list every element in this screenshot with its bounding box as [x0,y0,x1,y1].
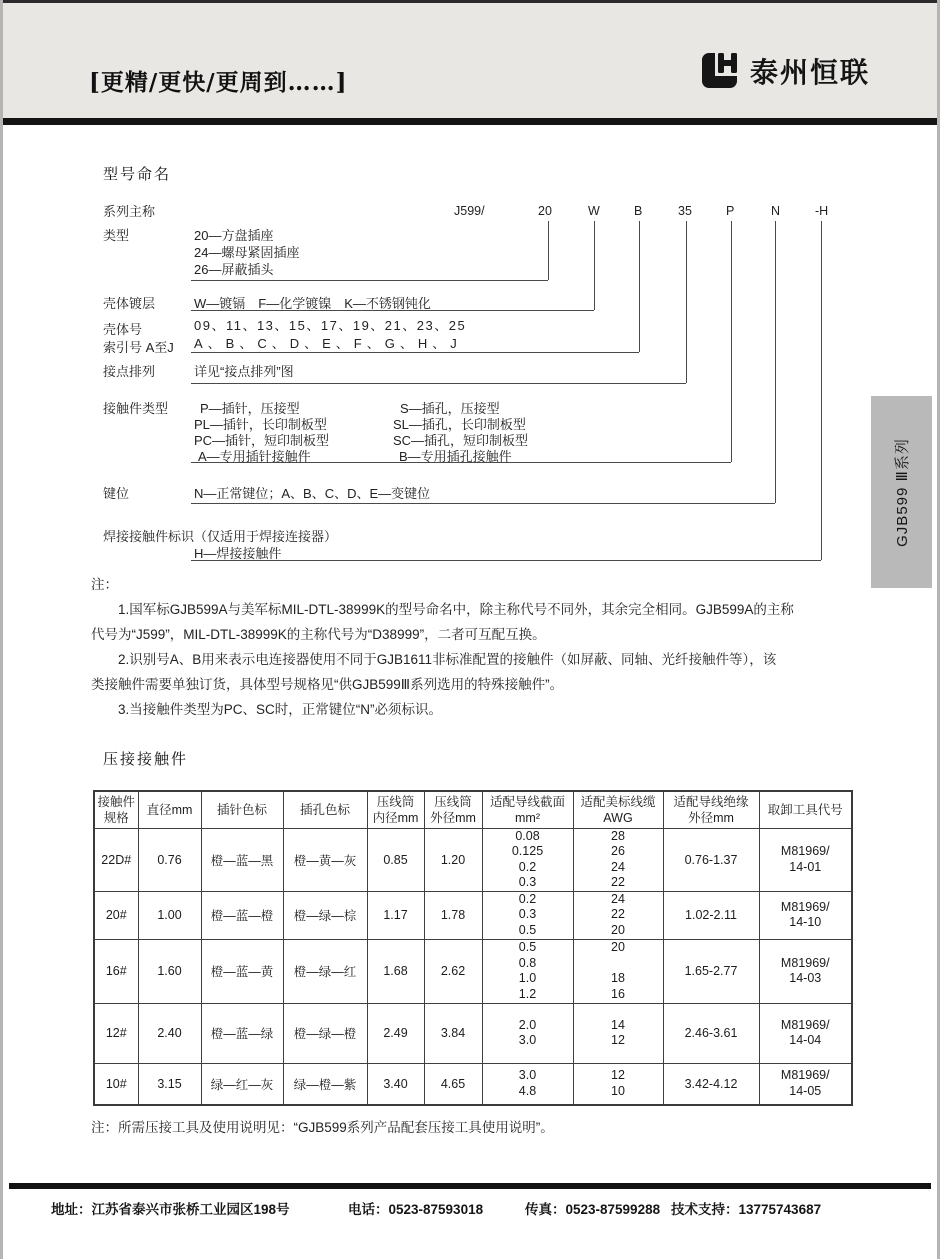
connector-line [731,221,732,462]
cell-barrel-od: 1.20 [424,828,482,891]
type-option: 26—屏蔽插头 [194,262,274,277]
connector-line [686,221,687,383]
cell-awg: 14 12 [573,1003,663,1063]
contact-type-option: P—插针，压接型 [200,401,300,416]
crimp-table-title: 压接接触件 [103,751,189,768]
shell-sizes: 09、11、13、15、17、19、21、23、25 [194,318,467,333]
cell-barrel-od: 4.65 [424,1063,482,1105]
cell-spec: 16# [94,939,138,1003]
table-row [94,939,852,1003]
table-header-row [94,791,852,828]
keying-label: 键位 [103,486,130,501]
footer-phone: 电话：0523-87593018 [348,1202,484,1217]
cell-barrel-od: 3.84 [424,1003,482,1063]
arrangement-value: 详见“接点排列”图 [194,364,294,379]
connector-line [639,221,640,352]
note-line: 2.识别号A、B用来表示电连接器使用不同于GJB1611非标准配置的接触件（如屏蔽、同轴、光纤接触件等），该 [118,652,777,667]
cell-barrel-id: 1.68 [367,939,424,1003]
cell-awg: 28 26 24 22 [573,828,663,891]
cell-barrel-id: 1.17 [367,891,424,939]
table-row [94,1003,852,1063]
type-option: 20—方盘插座 [194,228,274,243]
plating-options: W—镀镉 F—化学镀镍 K—不锈钢钝化 [194,296,431,311]
contact-type-option: SC—插孔，短印制板型 [393,433,529,448]
cell-diameter: 2.40 [138,1003,201,1063]
footer-address: 地址：江苏省泰兴市张桥工业园区198号 [51,1202,290,1217]
keying-options: N—正常键位；A、B、C、D、E—变键位 [194,486,431,501]
cell-barrel-id: 3.40 [367,1063,424,1105]
series-label: 系列主称 [103,204,156,219]
header-slogan: [更精/更快/更周到……] [89,69,348,96]
col-header-barrel-od: 压线筒 外径mm [424,791,482,828]
connector-line [191,280,548,281]
connector-line [548,221,549,280]
code-series: J599/ [454,204,485,218]
cell-diameter: 1.00 [138,891,201,939]
note-line: 1.国军标GJB599A与美军标MIL-DTL-38999K的型号命名中，除主称代号不同外，其余完全相同。GJB599A的主称 [118,602,794,617]
contact-type-option: PC—插针，短印制板型 [194,433,330,448]
connector-line [191,383,686,384]
note-line: 代号为“J599”，MIL-DTL-38999K的主称代号为“D38999”，二者可互配互换。 [91,627,546,642]
cell-diameter: 1.60 [138,939,201,1003]
code-contact: P [726,204,735,218]
cell-pin-color: 绿—红—灰 [201,1063,283,1105]
cell-insulation-od: 1.02-2.11 [663,891,759,939]
plating-label: 壳体镀层 [103,296,156,311]
cell-pin-color: 橙—蓝—黑 [201,828,283,891]
col-header-awg: 适配美标线缆 AWG [573,791,663,828]
cell-socket-color: 橙—绿—棕 [283,891,367,939]
table-row [94,891,852,939]
code-arrangement: 35 [678,204,692,218]
cell-insulation-od: 1.65-2.77 [663,939,759,1003]
cell-wire-section: 2.0 3.0 [482,1003,573,1063]
cell-pin-color: 橙—蓝—黄 [201,939,283,1003]
contact-type-option: A—专用插针接触件 [198,449,311,464]
footer-fax: 传真：0523-87599288 [525,1202,661,1217]
note-line: 类接触件需要单独订货，具体型号规格见“供GJB599Ⅲ系列选用的特殊接触件”。 [91,677,564,692]
cell-awg: 12 10 [573,1063,663,1105]
footer-divider [9,1183,931,1189]
connector-line [191,503,775,504]
cell-socket-color: 橙—绿—橙 [283,1003,367,1063]
code-type: 20 [538,204,552,218]
type-option: 24—螺母紧固插座 [194,245,300,260]
cell-wire-section: 0.2 0.3 0.5 [482,891,573,939]
cell-pin-color: 橙—蓝—橙 [201,891,283,939]
contact-type-label: 接触件类型 [103,401,169,416]
col-header-tool-code: 取卸工具代号 [759,791,852,828]
shell-label-1: 壳体号 [103,322,143,337]
table-note: 注：所需压接工具及使用说明见：“GJB599系列产品配套压接工具使用说明”。 [91,1120,554,1135]
cell-tool-code: M81969/ 14-04 [759,1003,852,1063]
code-shell: B [634,204,643,218]
cell-insulation-od: 2.46-3.61 [663,1003,759,1063]
crimp-contacts-table [93,790,853,1106]
cell-wire-section: 3.0 4.8 [482,1063,573,1105]
cell-spec: 10# [94,1063,138,1105]
lh-monogram-icon [697,50,741,92]
cell-tool-code: M81969/ 14-05 [759,1063,852,1105]
connector-line [191,560,821,561]
notes-block [91,572,871,722]
company-name: 泰州恒联 [750,57,871,88]
cell-tool-code: M81969/ 14-03 [759,939,852,1003]
series-side-tab-label: GJB599 Ⅲ系列 [894,437,911,547]
connector-line [594,221,595,310]
company-logo [697,50,870,92]
cell-insulation-od: 3.42-4.12 [663,1063,759,1105]
code-solder: -H [815,204,829,218]
shell-index: A、B、C、D、E、F、G、H、J [194,336,462,351]
cell-barrel-od: 1.78 [424,891,482,939]
code-plating: W [588,204,600,218]
cell-wire-section: 0.5 0.8 1.0 1.2 [482,939,573,1003]
cell-diameter: 3.15 [138,1063,201,1105]
cell-socket-color: 橙—黄—灰 [283,828,367,891]
table-row [94,828,852,891]
connector-line [191,352,639,353]
contact-type-option: PL—插针，长印制板型 [194,417,327,432]
model-naming-title: 型号命名 [103,166,172,183]
arrangement-label: 接点排列 [103,364,156,379]
type-label: 类型 [103,228,130,243]
cell-awg: 24 22 20 [573,891,663,939]
header-divider [3,118,937,125]
series-side-tab [871,396,932,588]
cell-wire-section: 0.08 0.125 0.2 0.3 [482,828,573,891]
cell-barrel-id: 2.49 [367,1003,424,1063]
solder-option: H—焊接接触件 [194,546,282,561]
connector-line [775,221,776,503]
col-header-socket-color: 插孔色标 [283,791,367,828]
col-header-pin-color: 插针色标 [201,791,283,828]
col-header-wire-section: 适配导线截面 mm² [482,791,573,828]
contact-type-option: B—专用插孔接触件 [399,449,512,464]
note-line: 3.当接触件类型为PC、SC时，正常键位“N”必须标识。 [118,702,443,717]
cell-tool-code: M81969/ 14-01 [759,828,852,891]
solder-label: 焊接接触件标识（仅适用于焊接连接器） [103,529,338,544]
notes-head: 注： [91,577,118,592]
cell-barrel-od: 2.62 [424,939,482,1003]
cell-diameter: 0.76 [138,828,201,891]
contact-type-option: S—插孔，压接型 [400,401,500,416]
code-keying: N [771,204,781,218]
col-header-barrel-id: 压线筒 内径mm [367,791,424,828]
col-header-diameter: 直径mm [138,791,201,828]
footer-support: 技术支持：13775743687 [671,1202,822,1217]
cell-spec: 20# [94,891,138,939]
cell-socket-color: 绿—橙—紫 [283,1063,367,1105]
col-header-spec: 接触件 规格 [94,791,138,828]
connector-line [821,221,822,560]
cell-socket-color: 橙—绿—红 [283,939,367,1003]
cell-spec: 12# [94,1003,138,1063]
cell-awg: 20 18 16 [573,939,663,1003]
cell-tool-code: M81969/ 14-10 [759,891,852,939]
table-row [94,1063,852,1105]
shell-label-2: 索引号 A至J [103,340,174,355]
cell-pin-color: 橙—蓝—绿 [201,1003,283,1063]
cell-spec: 22D# [94,828,138,891]
cell-barrel-id: 0.85 [367,828,424,891]
cell-insulation-od: 0.76-1.37 [663,828,759,891]
col-header-insulation-od: 适配导线绝缘 外径mm [663,791,759,828]
contact-type-option: SL—插孔，长印制板型 [393,417,526,432]
